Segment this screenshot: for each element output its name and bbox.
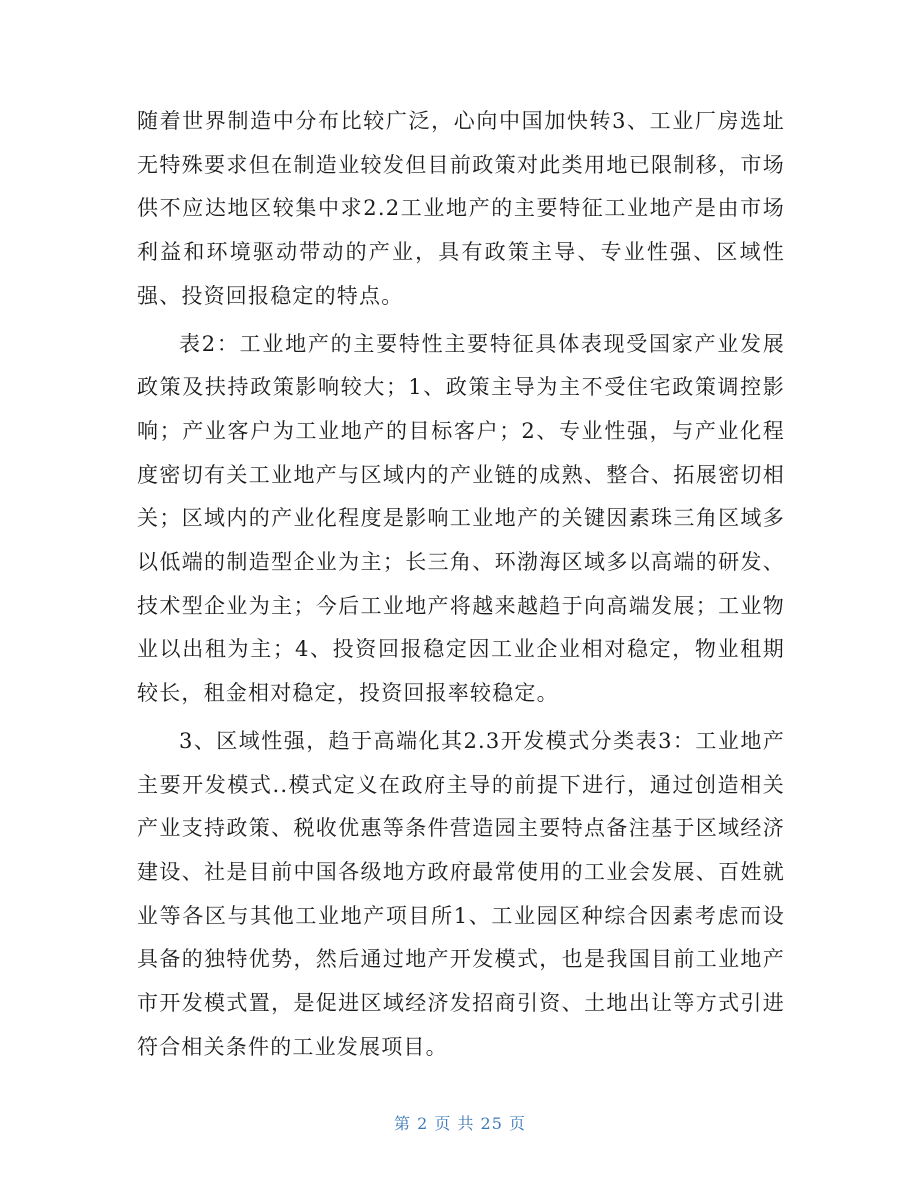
page-footer <box>0 1112 920 1136</box>
paragraph-2: 表2：工业地产的主要特性主要特征具体表现受国家产业发展政策及扶持政策影响较大；1、政策主导为主不受住宅政策调控影响；产业客户为工业地产的目标客户；2、专业性强，与产业化程度密切有关工业地产与区域内的产业链的成熟、整合、拓展密切相关；区域内的产业化程度是影响工业地产的关键因素珠三角区域多以低端的制造型企业为主；长三角、环渤海区域多以高端的研发、技术型企业为主；今后工业地产将越来越趋于向高端发展；工业物业以出租为主；4、投资回报稳定因工业企业相对稳定，物业租期较长，租金相对稳定，投资回报率较稳定。 <box>137 331 785 706</box>
document-body <box>137 100 785 1073</box>
footer-total-pages: 25 <box>480 1114 503 1133</box>
footer-middle: 页 共 <box>434 1114 475 1133</box>
paragraph-1: 随着世界制造中分布比较广泛，心向中国加快转3、工业厂房选址无特殊要求但在制造业较发但目前政策对此类用地已限制移，市场供不应达地区较集中求2.2工业地产的主要特征工业地产是由市场利益和环境驱动带动的产业，具有政策主导、专业性强、区域性强、投资回报稳定的特点。 <box>137 109 785 308</box>
paragraph-3: 3、区域性强，趋于高端化其2.3开发模式分类表3：工业地产主要开发模式..模式定义在政府主导的前提下进行，通过创造相关产业支持政策、税收优惠等条件营造园主要特点备注基于区域经济建设、社是目前中国各级地方政府最常使用的工业会发展、百姓就业等各区与其他工业地产项目所1、工业园区种综合因素考虑而设具备的独特优势，然后通过地产开发模式，也是我国目前工业地产市开发模式置，是促进区域经济发招商引资、土地出让等方式引进符合相关条件的工业发展项目。 <box>137 728 785 1059</box>
footer-suffix: 页 <box>509 1114 527 1133</box>
footer-prefix: 第 <box>393 1114 411 1133</box>
footer-current-page: 2 <box>417 1114 429 1133</box>
